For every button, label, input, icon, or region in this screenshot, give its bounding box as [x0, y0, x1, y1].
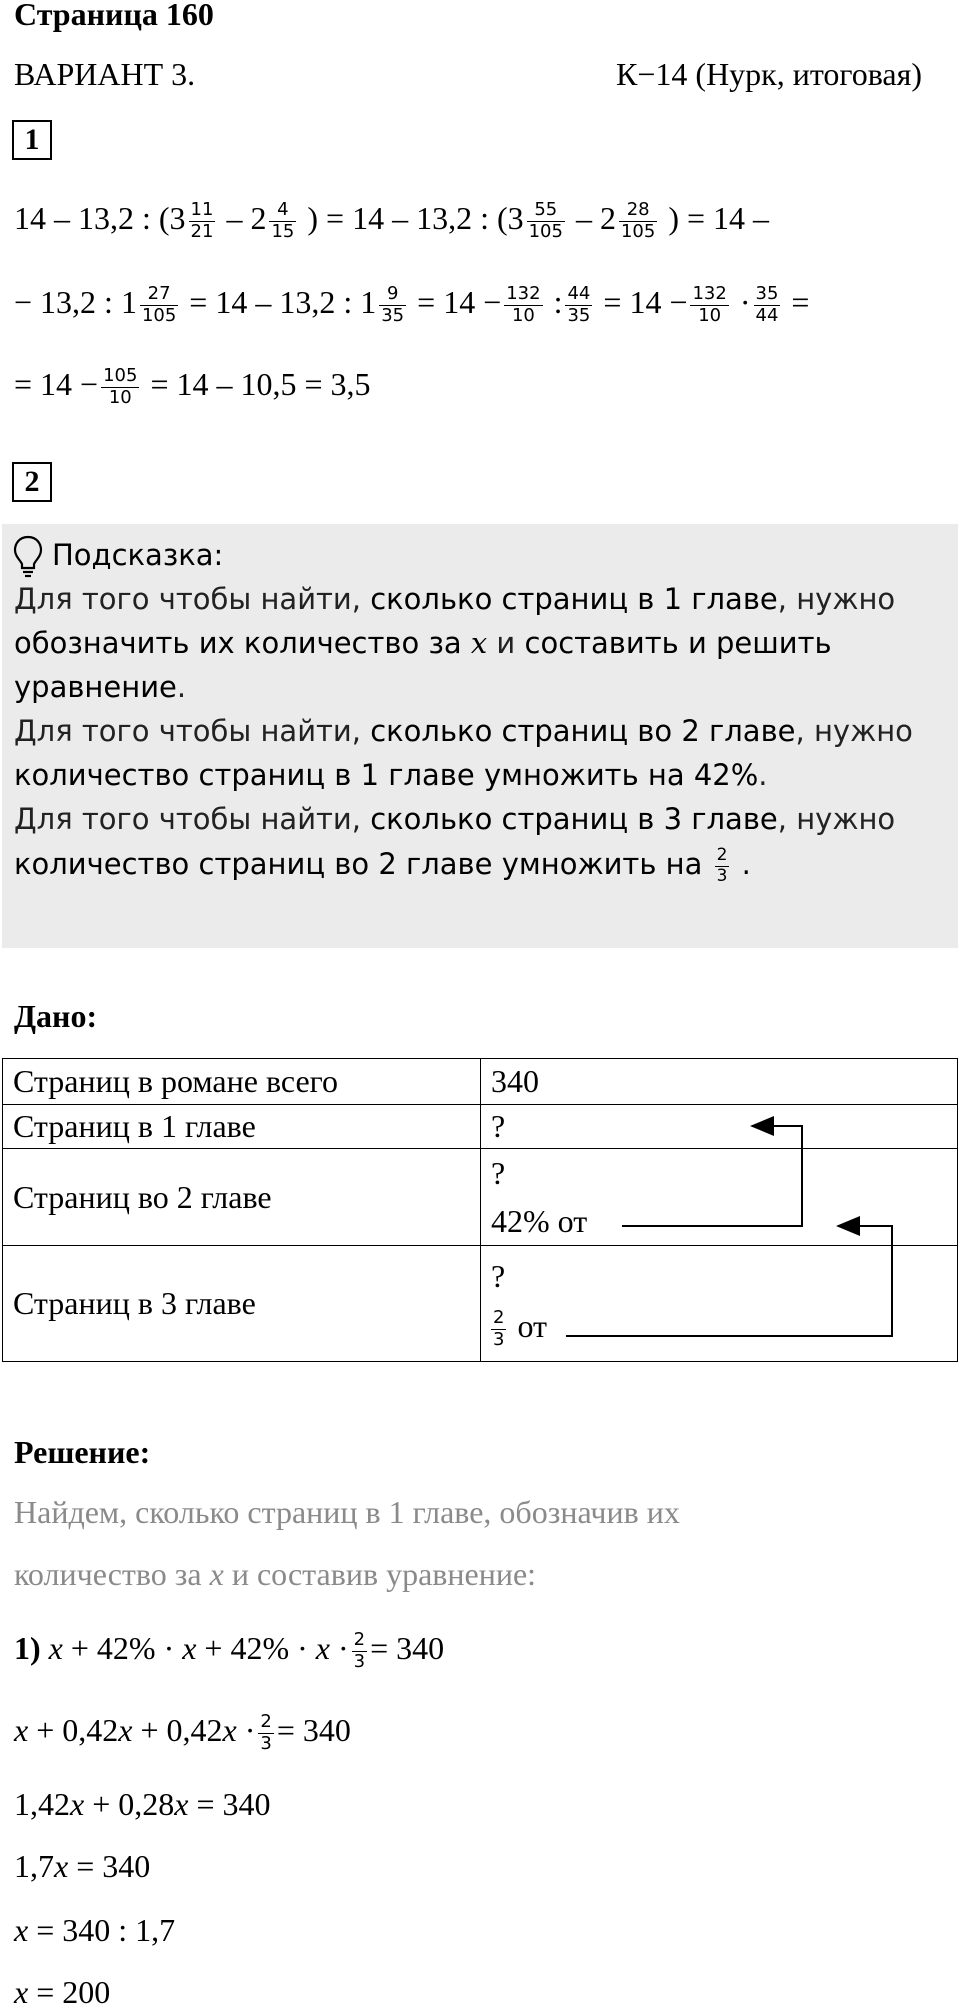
hint-line: Для того чтобы найти, сколько страниц в 1 главе, нужно: [14, 582, 896, 616]
task-number-1: 1: [12, 120, 52, 160]
fraction: $\frac{11}{21}$: [190, 199, 214, 243]
hint-title: Подсказка:: [52, 538, 224, 572]
fraction: $\frac{2}{3}$: [260, 1711, 272, 1755]
fraction: $\frac{4}{15}$: [271, 199, 295, 243]
table-cell: Страниц в 3 главе: [3, 1246, 481, 1362]
test-name: К−14 (Нурк, итоговая): [616, 56, 922, 92]
task1-line-2: − 13,2 : 1 $\frac{27}{105}$ = 14 – 13,2 : 1 $\frac{9}{35}$ = 14 − $\frac{132}{10}$ : $\frac{44}{35}$ = 14 − $\frac{132}{10}$ · $\frac{35}{44}$ =: [14, 283, 810, 327]
fraction: $\frac{2}{3}$: [353, 1629, 366, 1673]
equation-1: 1) x + 42% · x + 42% · x · $\frac{2}{3}$ = 340: [14, 1629, 445, 1673]
fraction: $\frac{44}{35}$: [567, 283, 591, 327]
arrow-two-thirds: [566, 1226, 892, 1336]
table-cell: 340: [481, 1059, 958, 1105]
hint-line: количество страниц в 1 главе умножить на 42%.: [14, 758, 768, 792]
task1-line-1: 14 – 13,2 : (3 $\frac{11}{21}$ – 2 $\frac{4}{15}$ ) = 14 – 13,2 : (3 $\frac{55}{105}$ – 2 $\frac{28}{105}$ ) = 14 –: [14, 199, 770, 243]
fraction: $\frac{27}{105}$: [141, 283, 177, 327]
hint-line: обозначить их количество за x и составить и решить: [14, 626, 832, 660]
equation-3: 1,42x + 0,28x = 340: [14, 1786, 271, 1822]
equation-2: x + 0,42x + 0,42x · $\frac{2}{3}$ = 340: [14, 1711, 351, 1755]
table-cell: Страниц во 2 главе: [3, 1149, 481, 1246]
fraction: $\frac{55}{105}$: [528, 199, 563, 243]
arrow-42-percent: [622, 1126, 802, 1226]
fraction: $\frac{132}{10}$: [506, 283, 541, 327]
equation-4: 1,7x = 340: [14, 1848, 151, 1884]
hint-line: Для того чтобы найти, сколько страниц во 2 главе, нужно: [14, 714, 913, 748]
solution-text: Найдем, сколько страниц в 1 главе, обозначив их: [14, 1494, 680, 1530]
equation-5: x = 340 : 1,7: [14, 1912, 176, 1948]
table-cell: ? $\frac{2}{3}$ от: [481, 1246, 958, 1362]
given-title: Дано:: [14, 998, 98, 1034]
solution-title: Решение:: [14, 1434, 151, 1470]
task-number-2: 2: [12, 462, 52, 502]
hint-line: уравнение.: [14, 670, 187, 704]
table-cell: Страниц в романе всего: [3, 1059, 481, 1105]
hint-line: количество страниц во 2 главе умножить на $\frac{2}{3}$ .: [14, 845, 751, 886]
fraction: $\frac{2}{3}$: [493, 1306, 505, 1350]
table-cell: ? 42% от: [481, 1149, 958, 1246]
solution-text: количество за x и составив уравнение:: [14, 1556, 537, 1592]
equation-6: x = 200: [14, 1974, 111, 2010]
fraction: $\frac{35}{44}$: [755, 283, 779, 327]
table-cell: Страниц в 1 главе: [3, 1105, 481, 1149]
fraction: $\frac{28}{105}$: [620, 199, 656, 243]
fraction: $\frac{9}{35}$: [381, 283, 405, 327]
fraction: $\frac{105}{10}$: [103, 365, 138, 409]
task1-line-3: = 14 − $\frac{105}{10}$ = 14 – 10,5 = 3,5: [14, 365, 371, 409]
fraction: $\frac{132}{10}$: [692, 283, 727, 327]
table-cell: ?: [481, 1105, 958, 1149]
variant-label: ВАРИАНТ 3.: [14, 56, 196, 92]
hint-line: Для того чтобы найти, сколько страниц в 3 главе, нужно: [14, 802, 896, 836]
fraction: $\frac{2}{3}$: [716, 845, 728, 886]
page-title: Страница 160: [14, 0, 214, 32]
